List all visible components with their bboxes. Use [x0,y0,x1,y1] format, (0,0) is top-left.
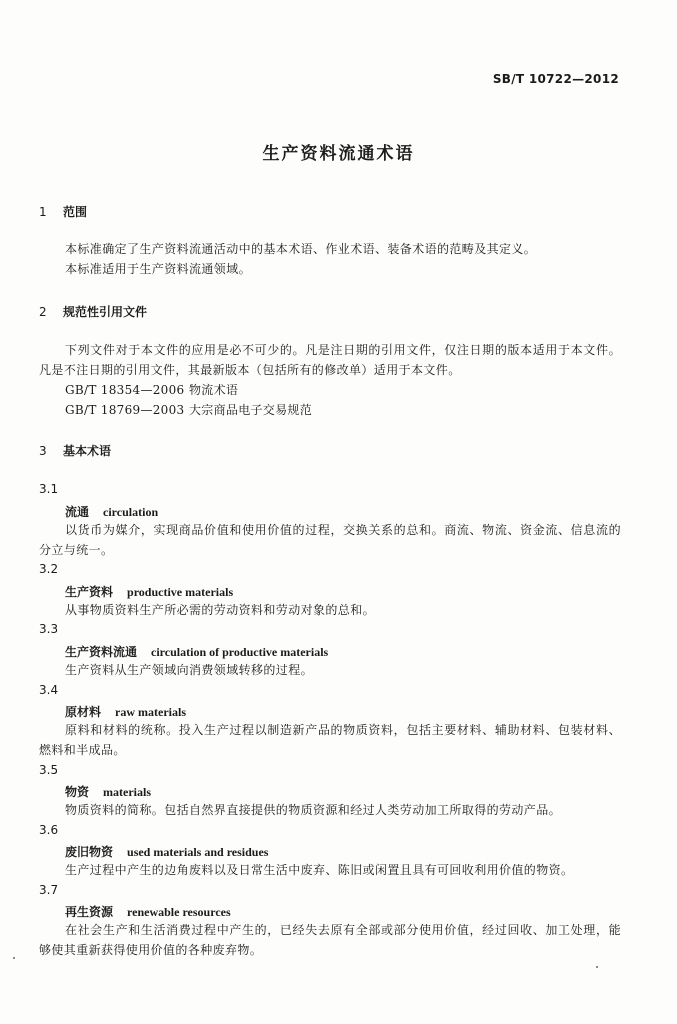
reference-item [65,400,312,420]
term-definition: 原料和材料的统称。投入生产过程以制造新产品的物质资料，包括主要材料、辅助材料、包装材料、燃料和半成品。 [39,723,621,757]
term-number: 3.4 [39,683,59,697]
term-heading [65,583,233,600]
scan-speck [13,957,15,959]
term-en: used materials and residues [127,845,269,859]
scan-speck [596,966,598,968]
section-3-heading [39,442,111,459]
term-definition: 以货币为媒介，实现商品价值和使用价值的过程，交换关系的总和。商流、物流、资金流、信息流的分立与统一。 [39,523,621,557]
section-2-heading [39,303,147,320]
section-1-paragraph-1: 本标准确定了生产资料流通活动中的基本术语、作业术语、装备术语的范畴及其定义。 [65,242,537,256]
term-en: circulation of productive materials [151,645,329,659]
section-number: 2 [39,305,47,319]
term-number: 3.6 [39,823,59,837]
term-en: renewable resources [127,905,231,919]
term-number: 3.2 [39,562,59,576]
section-2-paragraph-1: 下列文件对于本文件的应用是必不可少的。凡是注日期的引用文件，仅注日期的版本适用于本文件。凡是不注日期的引用文件，其最新版本（包括所有的修改单）适用于本文件。 [39,343,621,377]
section-title: 基本术语 [63,444,112,458]
standard-code: SB/T 10722—2012 [492,72,619,86]
term-zh: 物资 [65,785,90,799]
reference-code: GB/T 18354—2006 [65,383,185,397]
term-heading [65,903,231,920]
term-heading [65,783,151,800]
term-zh: 废旧物资 [65,845,114,859]
term-definition: 生产资料从生产领域向消费领域转移的过程。 [65,663,314,677]
term-zh: 再生资源 [65,905,114,919]
section-1-paragraph-2: 本标准适用于生产资料流通领域。 [65,262,252,276]
term-definition: 在社会生产和生活消费过程中产生的，已经失去原有全部或部分使用价值，经过回收、加工处理，能够使其重新获得使用价值的各种废弃物。 [39,923,621,957]
term-heading [65,503,158,520]
term-number: 3.7 [39,883,59,897]
reference-code: GB/T 18769—2003 [65,403,185,417]
term-en: materials [103,785,151,799]
term-number: 3.3 [39,622,59,636]
term-en: circulation [103,505,159,519]
term-heading [65,843,268,860]
section-number: 3 [39,444,47,458]
term-zh: 生产资料流通 [65,645,138,659]
section-1-heading [39,203,87,220]
term-definition: 从事物质资料生产所必需的劳动资料和劳动对象的总和。 [65,603,376,617]
document-title: 生产资料流通术语 [262,144,415,164]
section-title: 范围 [63,205,88,219]
term-definition: 物质资料的简称。包括自然界直接提供的物质资源和经过人类劳动加工所取得的劳动产品。 [65,803,562,817]
reference-item [65,380,238,400]
term-en: raw materials [115,705,186,719]
reference-name: 大宗商品电子交易规范 [189,403,313,417]
term-zh: 原材料 [65,705,102,719]
section-number: 1 [39,205,47,219]
term-heading [65,643,328,660]
term-heading [65,703,186,720]
term-en: productive materials [127,585,234,599]
term-number: 3.1 [39,482,59,496]
term-definition: 生产过程中产生的边角废料以及日常生活中废弃、陈旧或闲置且具有可回收利用价值的物资。 [65,863,574,877]
term-zh: 流通 [65,505,90,519]
term-zh: 生产资料 [65,585,114,599]
section-title: 规范性引用文件 [63,305,148,319]
reference-name: 物流术语 [189,383,239,397]
term-number: 3.5 [39,763,59,777]
